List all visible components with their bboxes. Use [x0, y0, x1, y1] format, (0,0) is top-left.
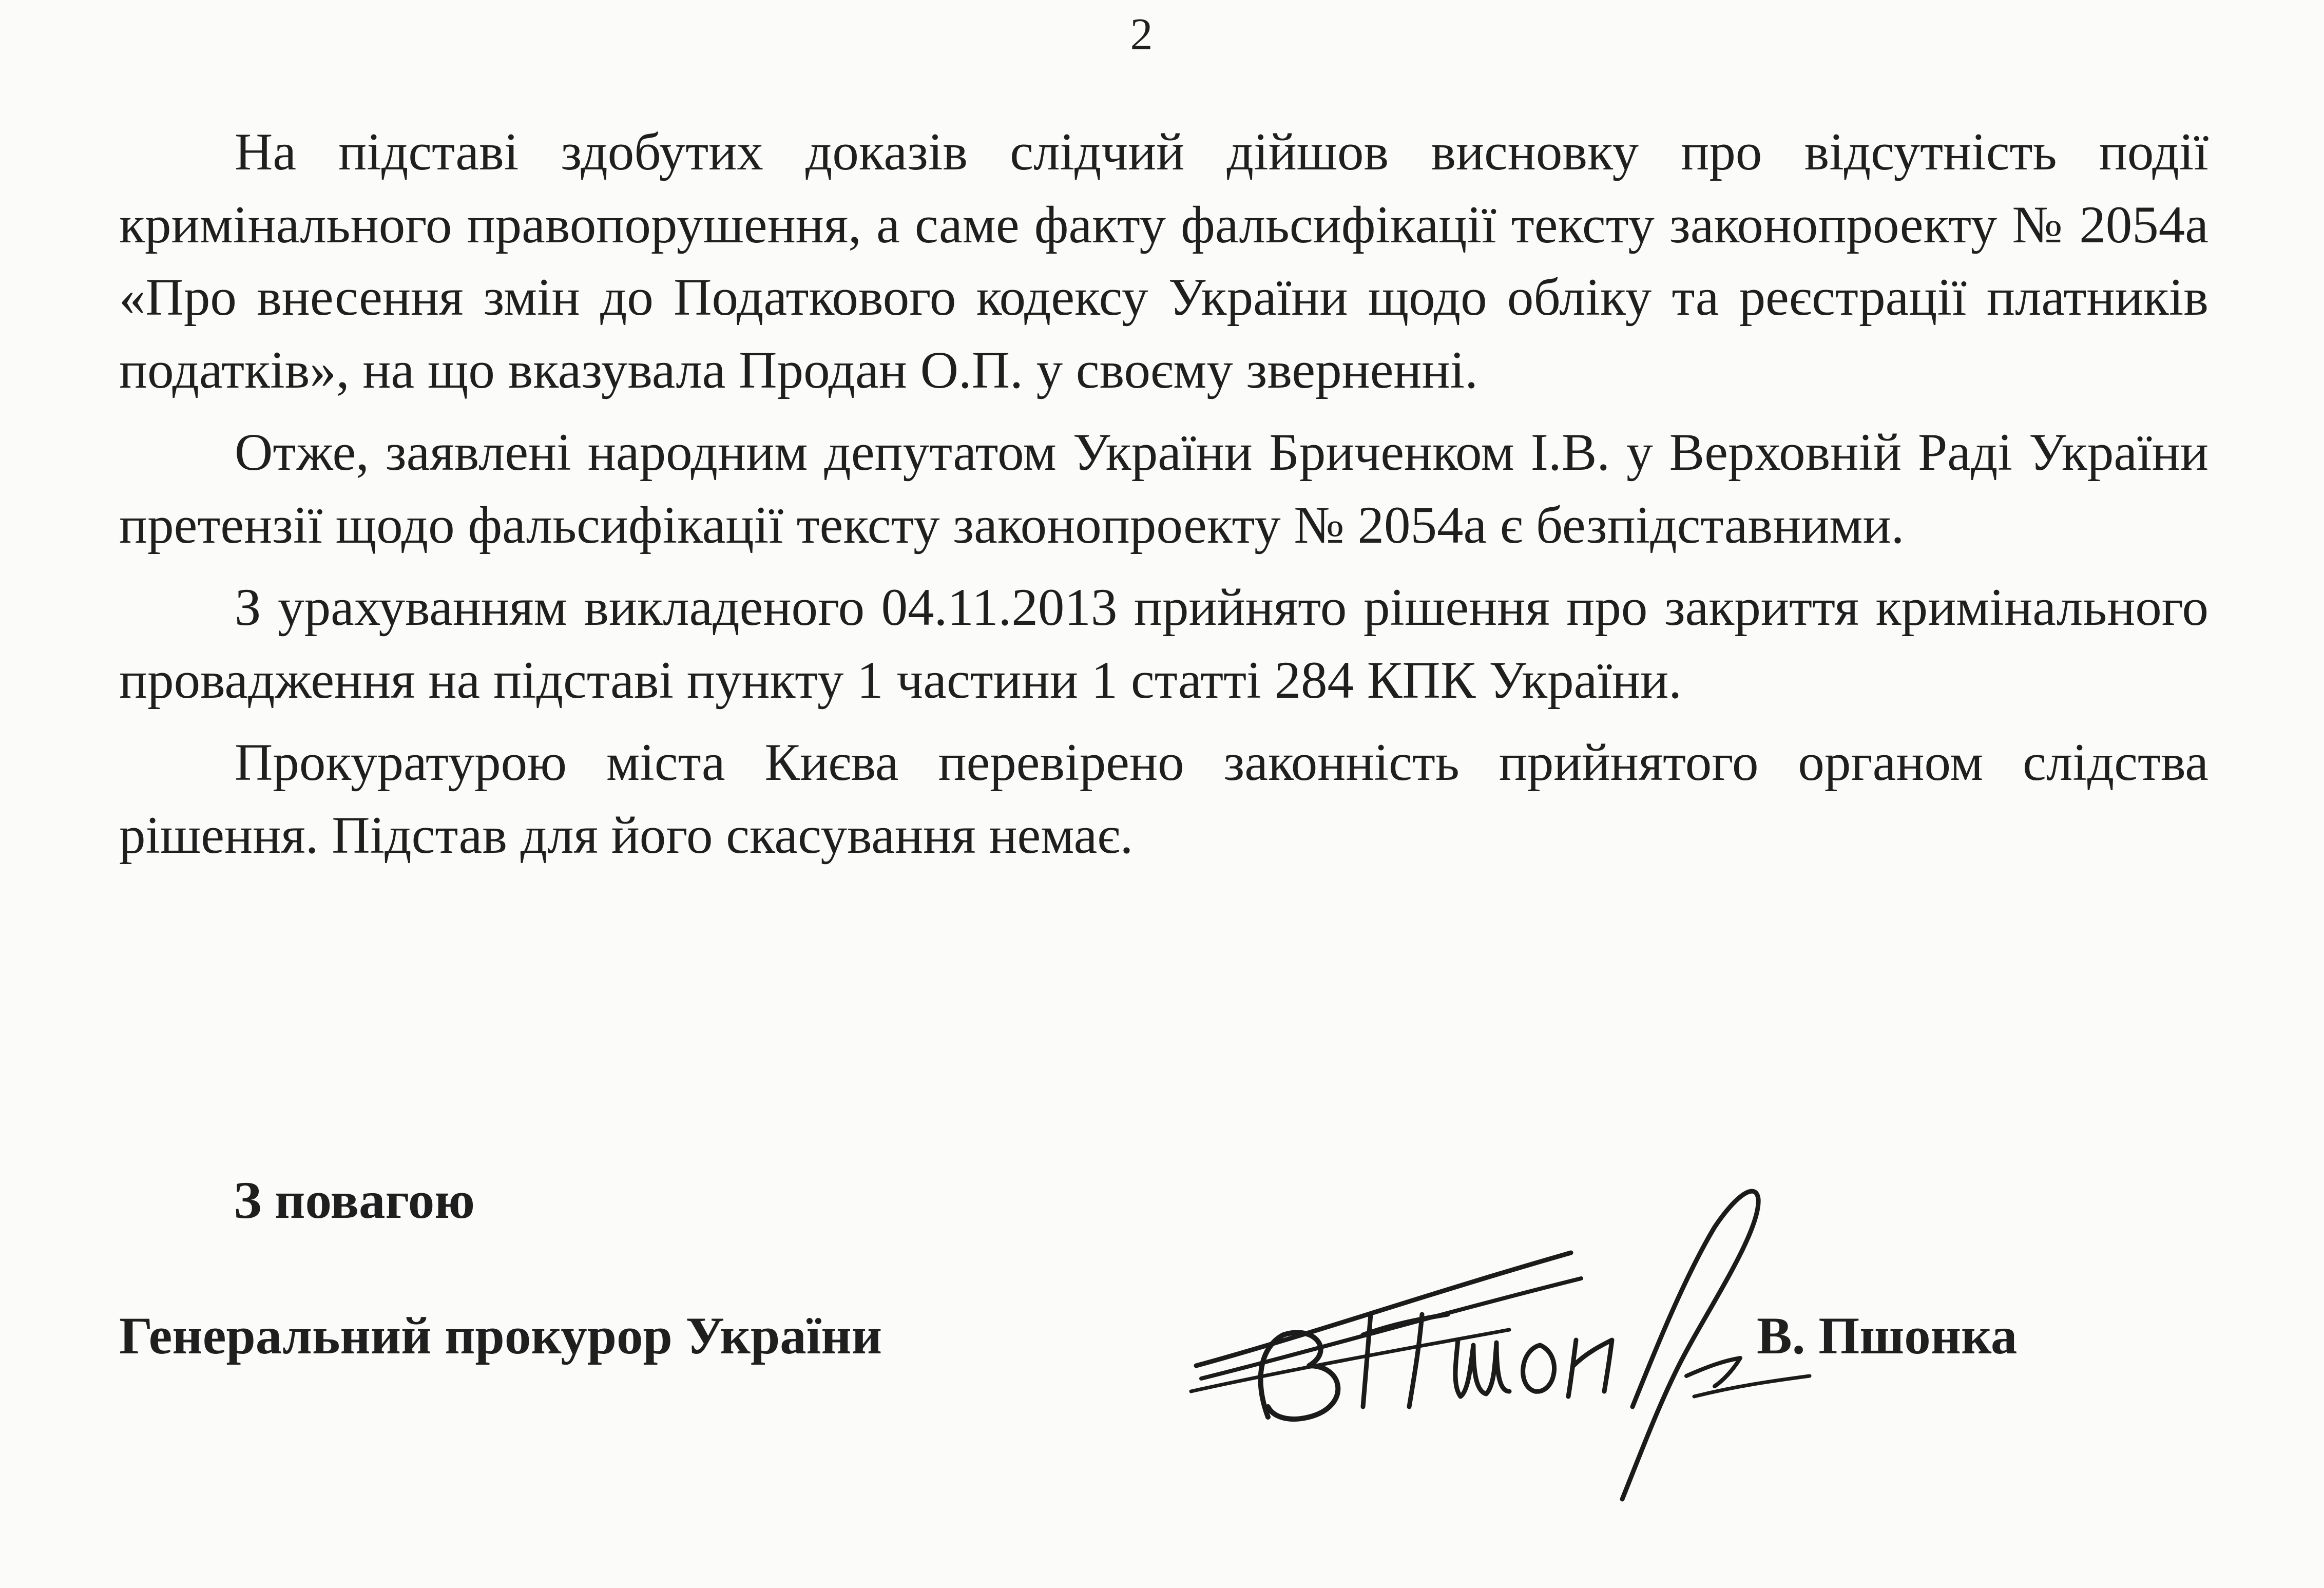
paragraph-3: З урахуванням викладеного 04.11.2013 прийнято рішення про закриття кримінального провадження на підставі пункту 1 частини 1 статті 284 КПК України.: [119, 578, 2208, 710]
signature-image: [1181, 1150, 1848, 1530]
signatory-name: В. Пшонка: [1757, 1307, 2018, 1365]
paragraph-1: На підставі здобутих доказів слідчий дійшов висновку про відсутність події кримінального правопорушення, а саме факту фальсифікації тексту законопроекту № 2054а «Про внесення змін до Податкового кодексу України щодо обліку та реєстрації платників податків», на що вказувала Продан О.П. у своєму зверненні.: [119, 123, 2208, 399]
signatory-title: Генеральний прокурор України: [119, 1307, 882, 1365]
page-number: 2: [1130, 10, 1153, 60]
closing-phrase: З повагою: [234, 1171, 475, 1230]
letter-body: [119, 116, 2208, 882]
paragraph-2: Отже, заявлені народним депутатом України Бриченком І.В. у Верховній Раді України претензії щодо фальсифікації тексту законопроекту № 2054а є безпідставними.: [119, 423, 2208, 554]
paragraph-4: Прокуратурою міста Києва перевірено законність прийнятого органом слідства рішення. Підстав для його скасування немає.: [119, 733, 2208, 865]
